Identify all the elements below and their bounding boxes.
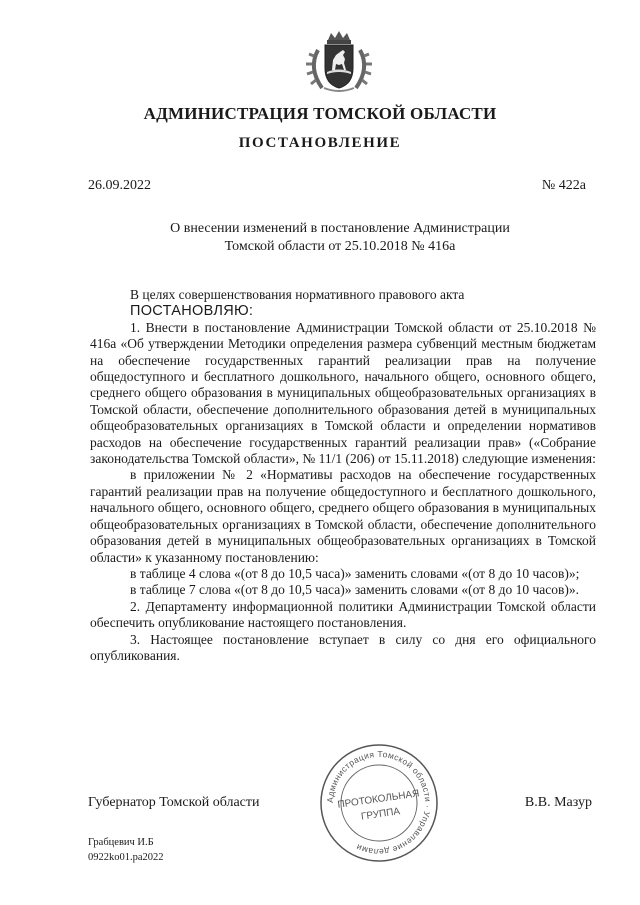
document-subject [90,220,590,256]
document-body [90,287,596,664]
resolve-heading: ПОСТАНОВЛЯЮ: [130,303,254,320]
executor-info [88,835,164,865]
item-3: 3. Настоящее постановление вступает в силу со дня его официального опубликования. [90,631,596,663]
document-type: ПОСТАНОВЛЕНИЕ [238,135,402,151]
document-number: № 422а [541,178,586,193]
subject-line-2: Томской области от 25.10.2018 № 416а [224,239,456,254]
stamp-center-line-2: ГРУППА [360,806,401,823]
stamp-center-line-1: ПРОТОКОЛЬНАЯ [336,788,421,811]
stamp-ring-text: Администрация Томской области · Управление делами [324,748,434,858]
item-1-annex: в приложении № 2 «Нормативы расходов на обеспечение государственных гарантий реализации прав на получение общедоступного и бесплатного дошкольного, начального общего, основного общего, среднего общего образования в муниципальных общеобразовательных организациях в Томской области, обеспечение дополнительного образования детей в муниципальных общеобразовательных организациях в Томской области» к указанному постановлению: [90,467,596,565]
executor-name: Грабцевич И.Б [88,837,154,848]
tomsk-coat-of-arms-icon [300,30,378,95]
signer-name: В.В. Мазур [524,795,592,810]
item-1-table-7: в таблице 7 слова «(от 8 до 10,5 часа)» заменить словами «(от 8 до 10 часов)». [130,582,579,598]
item-1-table-4: в таблице 4 слова «(от 8 до 10,5 часа)» заменить словами «(от 8 до 10 часов)»; [130,565,580,581]
subject-line-1: О внесении изменений в постановление Администрации [170,221,510,236]
document-date: 26.09.2022 [88,178,151,193]
preamble: В целях совершенствования нормативного правового акта [130,287,465,302]
signer-position: Губернатор Томской области [88,795,260,810]
organization-title: АДМИНИСТРАЦИЯ ТОМСКОЙ ОБЛАСТИ [143,104,497,123]
item-2: 2. Департаменту информационной политики Администрации Томской области обеспечить опубликование настоящего постановления. [90,598,596,631]
file-code: 0922ko01.pa2022 [88,852,164,863]
official-stamp [318,742,440,864]
item-1: 1. Внести в постановление Администрации Томской области от 25.10.2018 № 416а «Об утверждении Методики определения размера субвенций местным бюджетам на обеспечение государственных гарантий реализации прав на получение общедоступного и бесплатного дошкольного, начального общего, основного общего, среднего общего образования в муниципальных общеобразовательных организациях в Томской области, обеспечение дополнительного образования детей в муниципальных общеобразовательных организациях в Томской области и определении нормативов расходов на обеспечение государственных гарантий реализации прав» («Собрание законодательства Томской области», № 11/1 (206) от 15.11.2018) следующие изменения: [90,319,596,467]
